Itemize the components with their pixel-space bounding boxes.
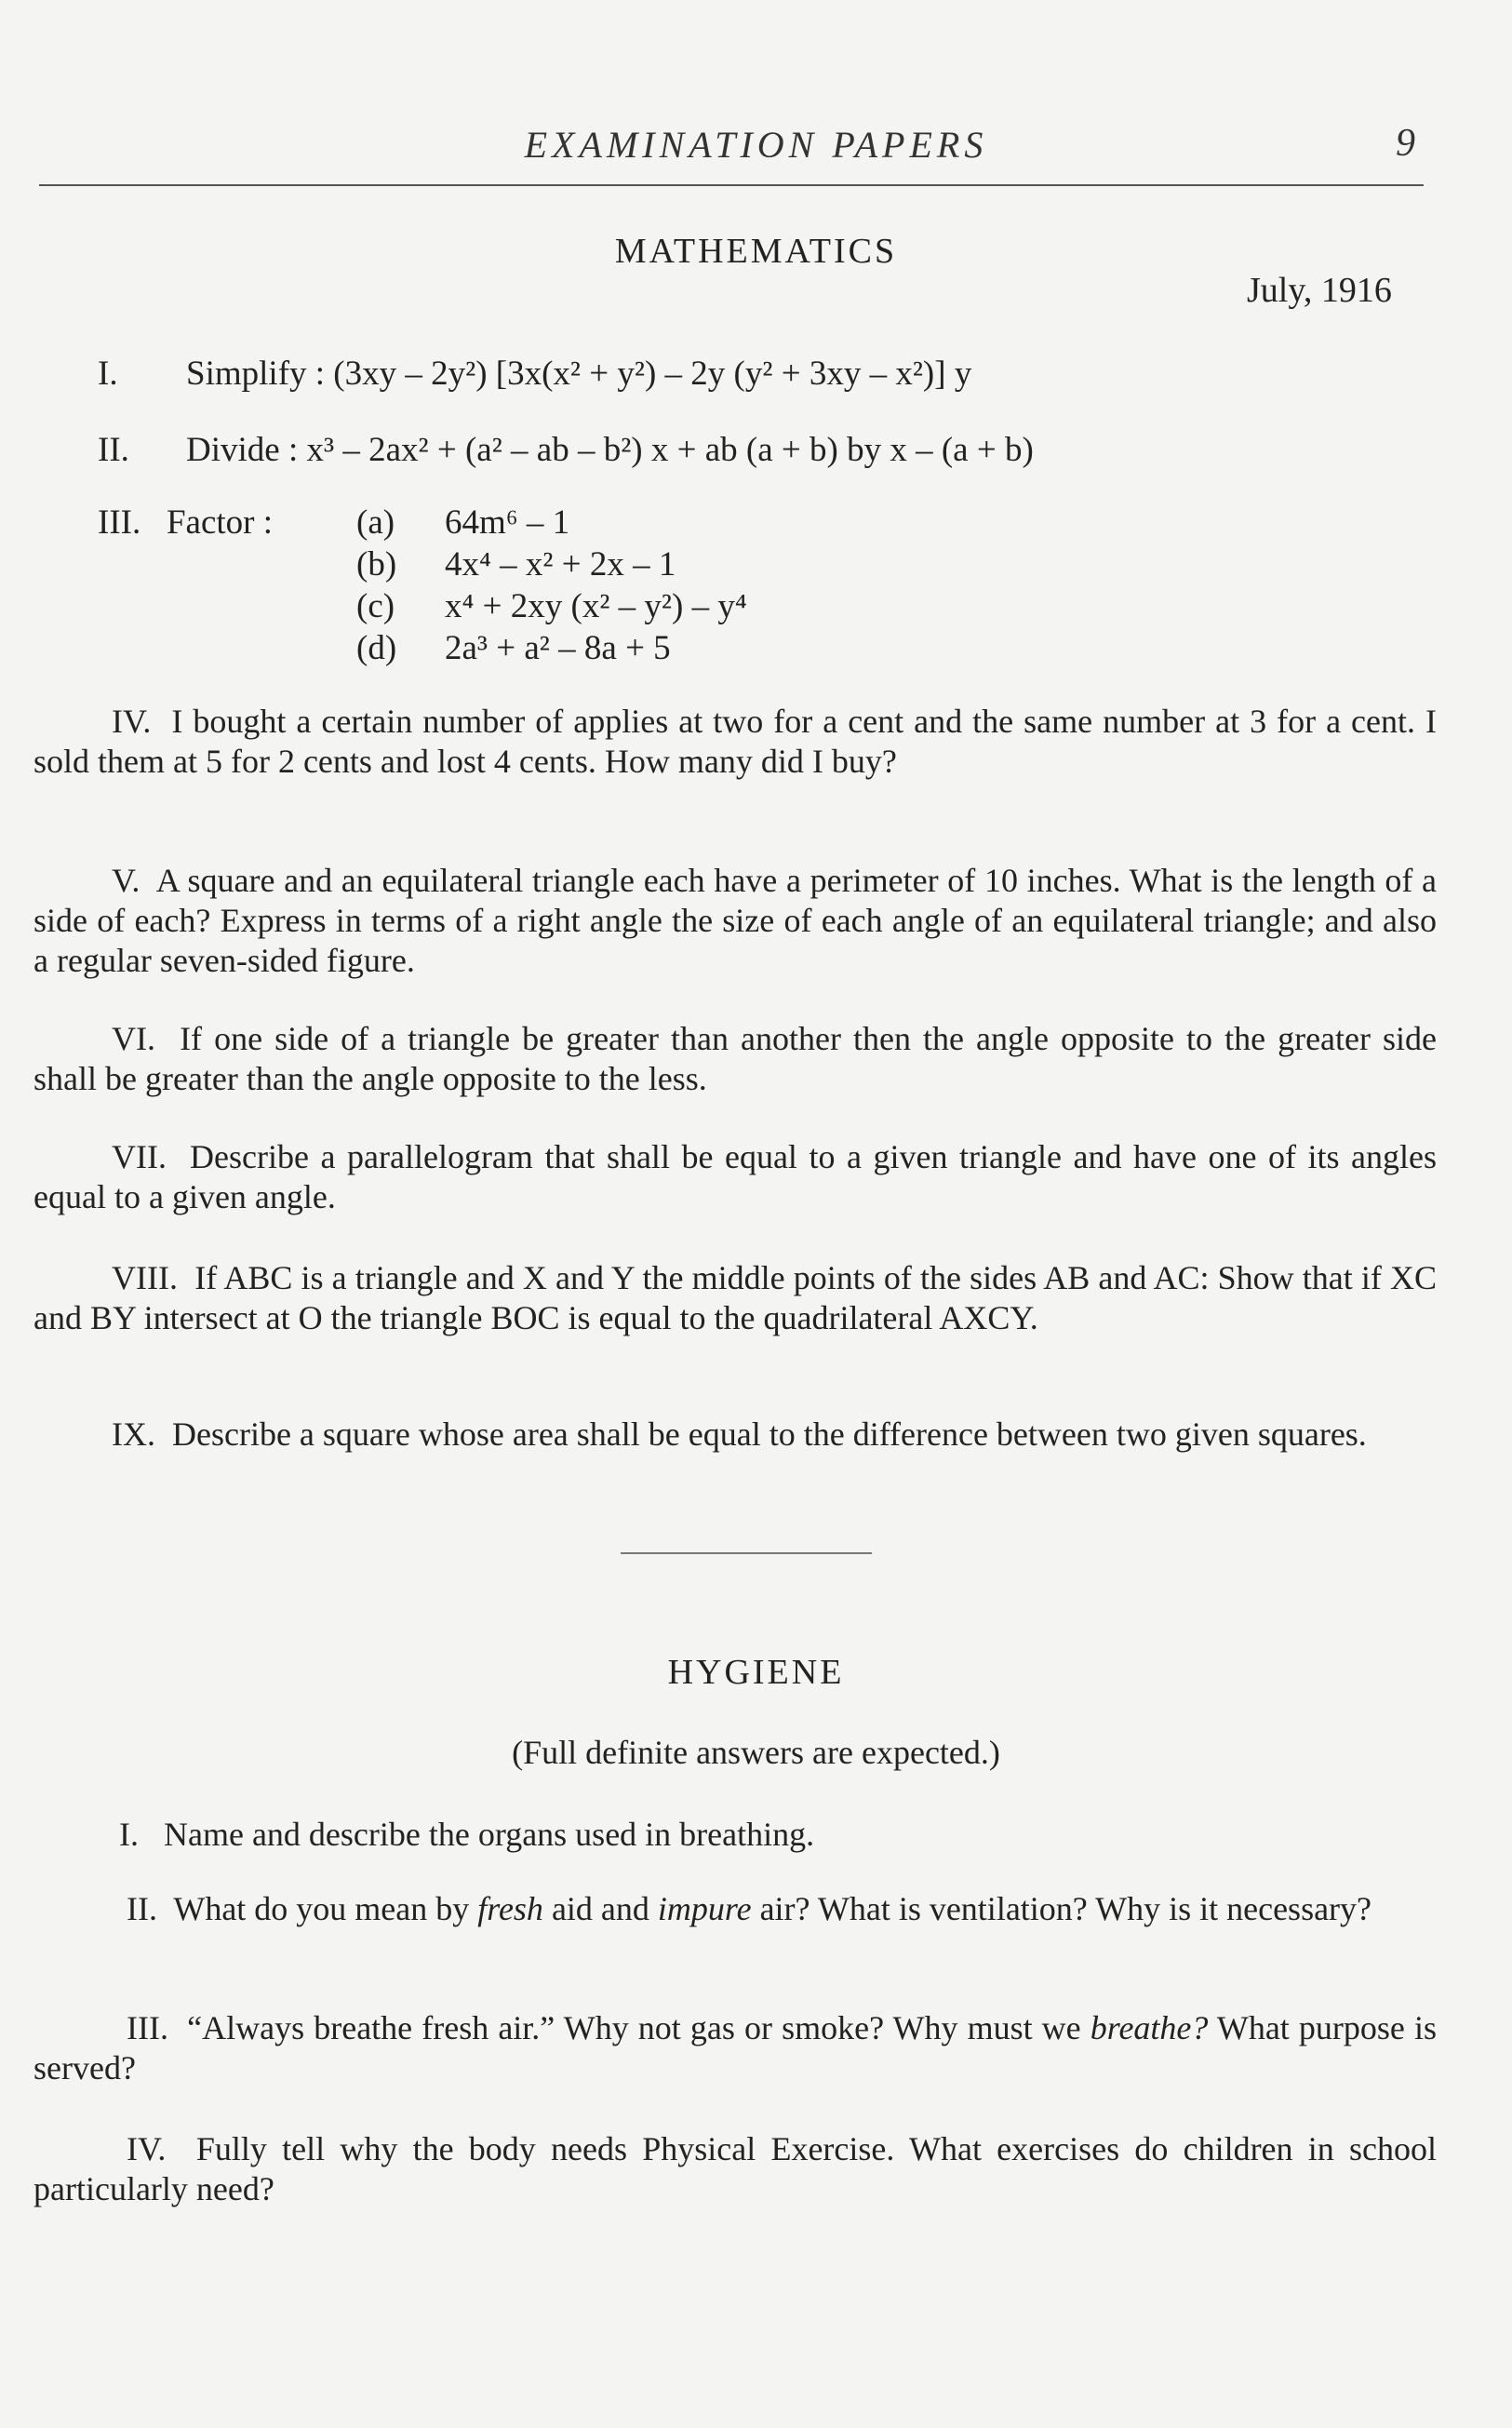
- part-expression: 4x⁴ – x² + 2x – 1: [445, 545, 676, 584]
- question-number: II.: [127, 1890, 157, 1927]
- math-question-9: [33, 1415, 1437, 1455]
- math-problem-1: [98, 354, 971, 394]
- math-question-4: [33, 702, 1437, 782]
- problem-text: Simplify : (3xy – 2y²) [3x(x² + y²) – 2y (y² + 3xy – x²)] y: [186, 355, 972, 393]
- emphasis-fresh: fresh: [477, 1890, 543, 1927]
- math-question-5: [33, 861, 1437, 981]
- question-text-middle: aid and: [542, 1890, 658, 1927]
- question-number: IV.: [112, 703, 152, 740]
- emphasis-breathe: breathe?: [1090, 2009, 1209, 2046]
- part-letter: (a): [356, 503, 395, 542]
- running-title: EXAMINATION PAPERS: [524, 124, 988, 166]
- problem-text: Divide : x³ – 2ax² + (a² – ab – b²) x + ab (a + b) by x – (a + b): [186, 431, 1034, 469]
- hygiene-subtitle: (Full definite answers are expected.): [512, 1734, 1000, 1771]
- part-expression: x⁴ + 2xy (x² – y²) – y⁴: [445, 587, 747, 625]
- question-number: V.: [112, 862, 140, 899]
- header-rule: [39, 184, 1424, 186]
- part-letter: (b): [356, 545, 397, 584]
- hygiene-question-4: [33, 2129, 1437, 2209]
- part-letter: (c): [356, 587, 395, 625]
- problem-number: I.: [98, 355, 118, 393]
- factor-part-d: [356, 628, 671, 668]
- question-text: Fully tell why the body needs Physical Exercise. What exercises do children in school particularly need?: [33, 2130, 1438, 2207]
- hygiene-title: HYGIENE: [667, 1653, 845, 1692]
- page-number: 9: [1396, 122, 1415, 165]
- factor-part-c: [356, 586, 747, 626]
- question-text: Describe a parallelogram that shall be equal to a given triangle and have one of its angles equal to a given angle.: [33, 1138, 1437, 1215]
- question-text: I bought a certain number of applies at two for a cent and the same number at 3 for a cent. I sold them at 5 for 2 cents and lost 4 cents. How many did I buy?: [33, 703, 1438, 780]
- question-text: Describe a square whose area shall be equal to the difference between two given squares.: [172, 1415, 1367, 1453]
- factor-label: III. Factor :: [98, 503, 274, 542]
- section-divider: [621, 1552, 872, 1554]
- math-problem-2: [98, 430, 1034, 470]
- part-letter: (d): [356, 629, 397, 667]
- question-text-end: air? What is ventilation? Why is it necessary?: [751, 1890, 1372, 1927]
- question-number: VI.: [112, 1020, 155, 1057]
- question-text: A square and an equilateral triangle each have a perimeter of 10 inches. What is the length of a side of each? Express in terms of a right angle the size of each angle of an equilateral triangle; and also a regular seven-sided figure.: [33, 862, 1438, 979]
- part-expression: 2a³ + a² – 8a + 5: [445, 629, 671, 667]
- hygiene-question-3: [33, 2008, 1437, 2088]
- hygiene-question-1: [119, 1815, 814, 1854]
- question-number: IV.: [127, 2130, 167, 2167]
- part-expression: 64m⁶ – 1: [445, 503, 570, 542]
- mathematics-title: MATHEMATICS: [614, 232, 898, 271]
- question-text-start: “Always breathe fresh air.” Why not gas or smoke? Why must we: [187, 2009, 1091, 2046]
- question-text-start: What do you mean by: [173, 1890, 478, 1927]
- emphasis-impure: impure: [657, 1890, 752, 1927]
- question-text: Name and describe the organs used in breathing.: [164, 1816, 815, 1853]
- question-text: If ABC is a triangle and X and Y the middle points of the sides AB and AC: Show that if XC and BY intersect at O the triangle BOC is equal to the quadrilateral AXCY.: [33, 1259, 1437, 1336]
- question-number: VIII.: [112, 1259, 178, 1296]
- math-question-6: [33, 1019, 1437, 1099]
- problem-number: II.: [98, 431, 129, 469]
- math-question-8: [33, 1258, 1437, 1338]
- question-text-end: What purpose is served?: [33, 2009, 1437, 2086]
- question-number: III.: [127, 2009, 168, 2046]
- question-number: IX.: [112, 1415, 155, 1453]
- question-number: I.: [119, 1816, 139, 1853]
- math-question-7: [33, 1137, 1437, 1217]
- question-number: VII.: [112, 1138, 167, 1175]
- hygiene-question-2: [33, 1889, 1437, 1929]
- factor-part-b: [356, 544, 676, 584]
- question-text: If one side of a triangle be greater than another then the angle opposite to the greater side shall be greater than the angle opposite to the less.: [33, 1020, 1438, 1097]
- factor-part-a: [356, 503, 569, 543]
- exam-date: July, 1916: [1247, 271, 1392, 310]
